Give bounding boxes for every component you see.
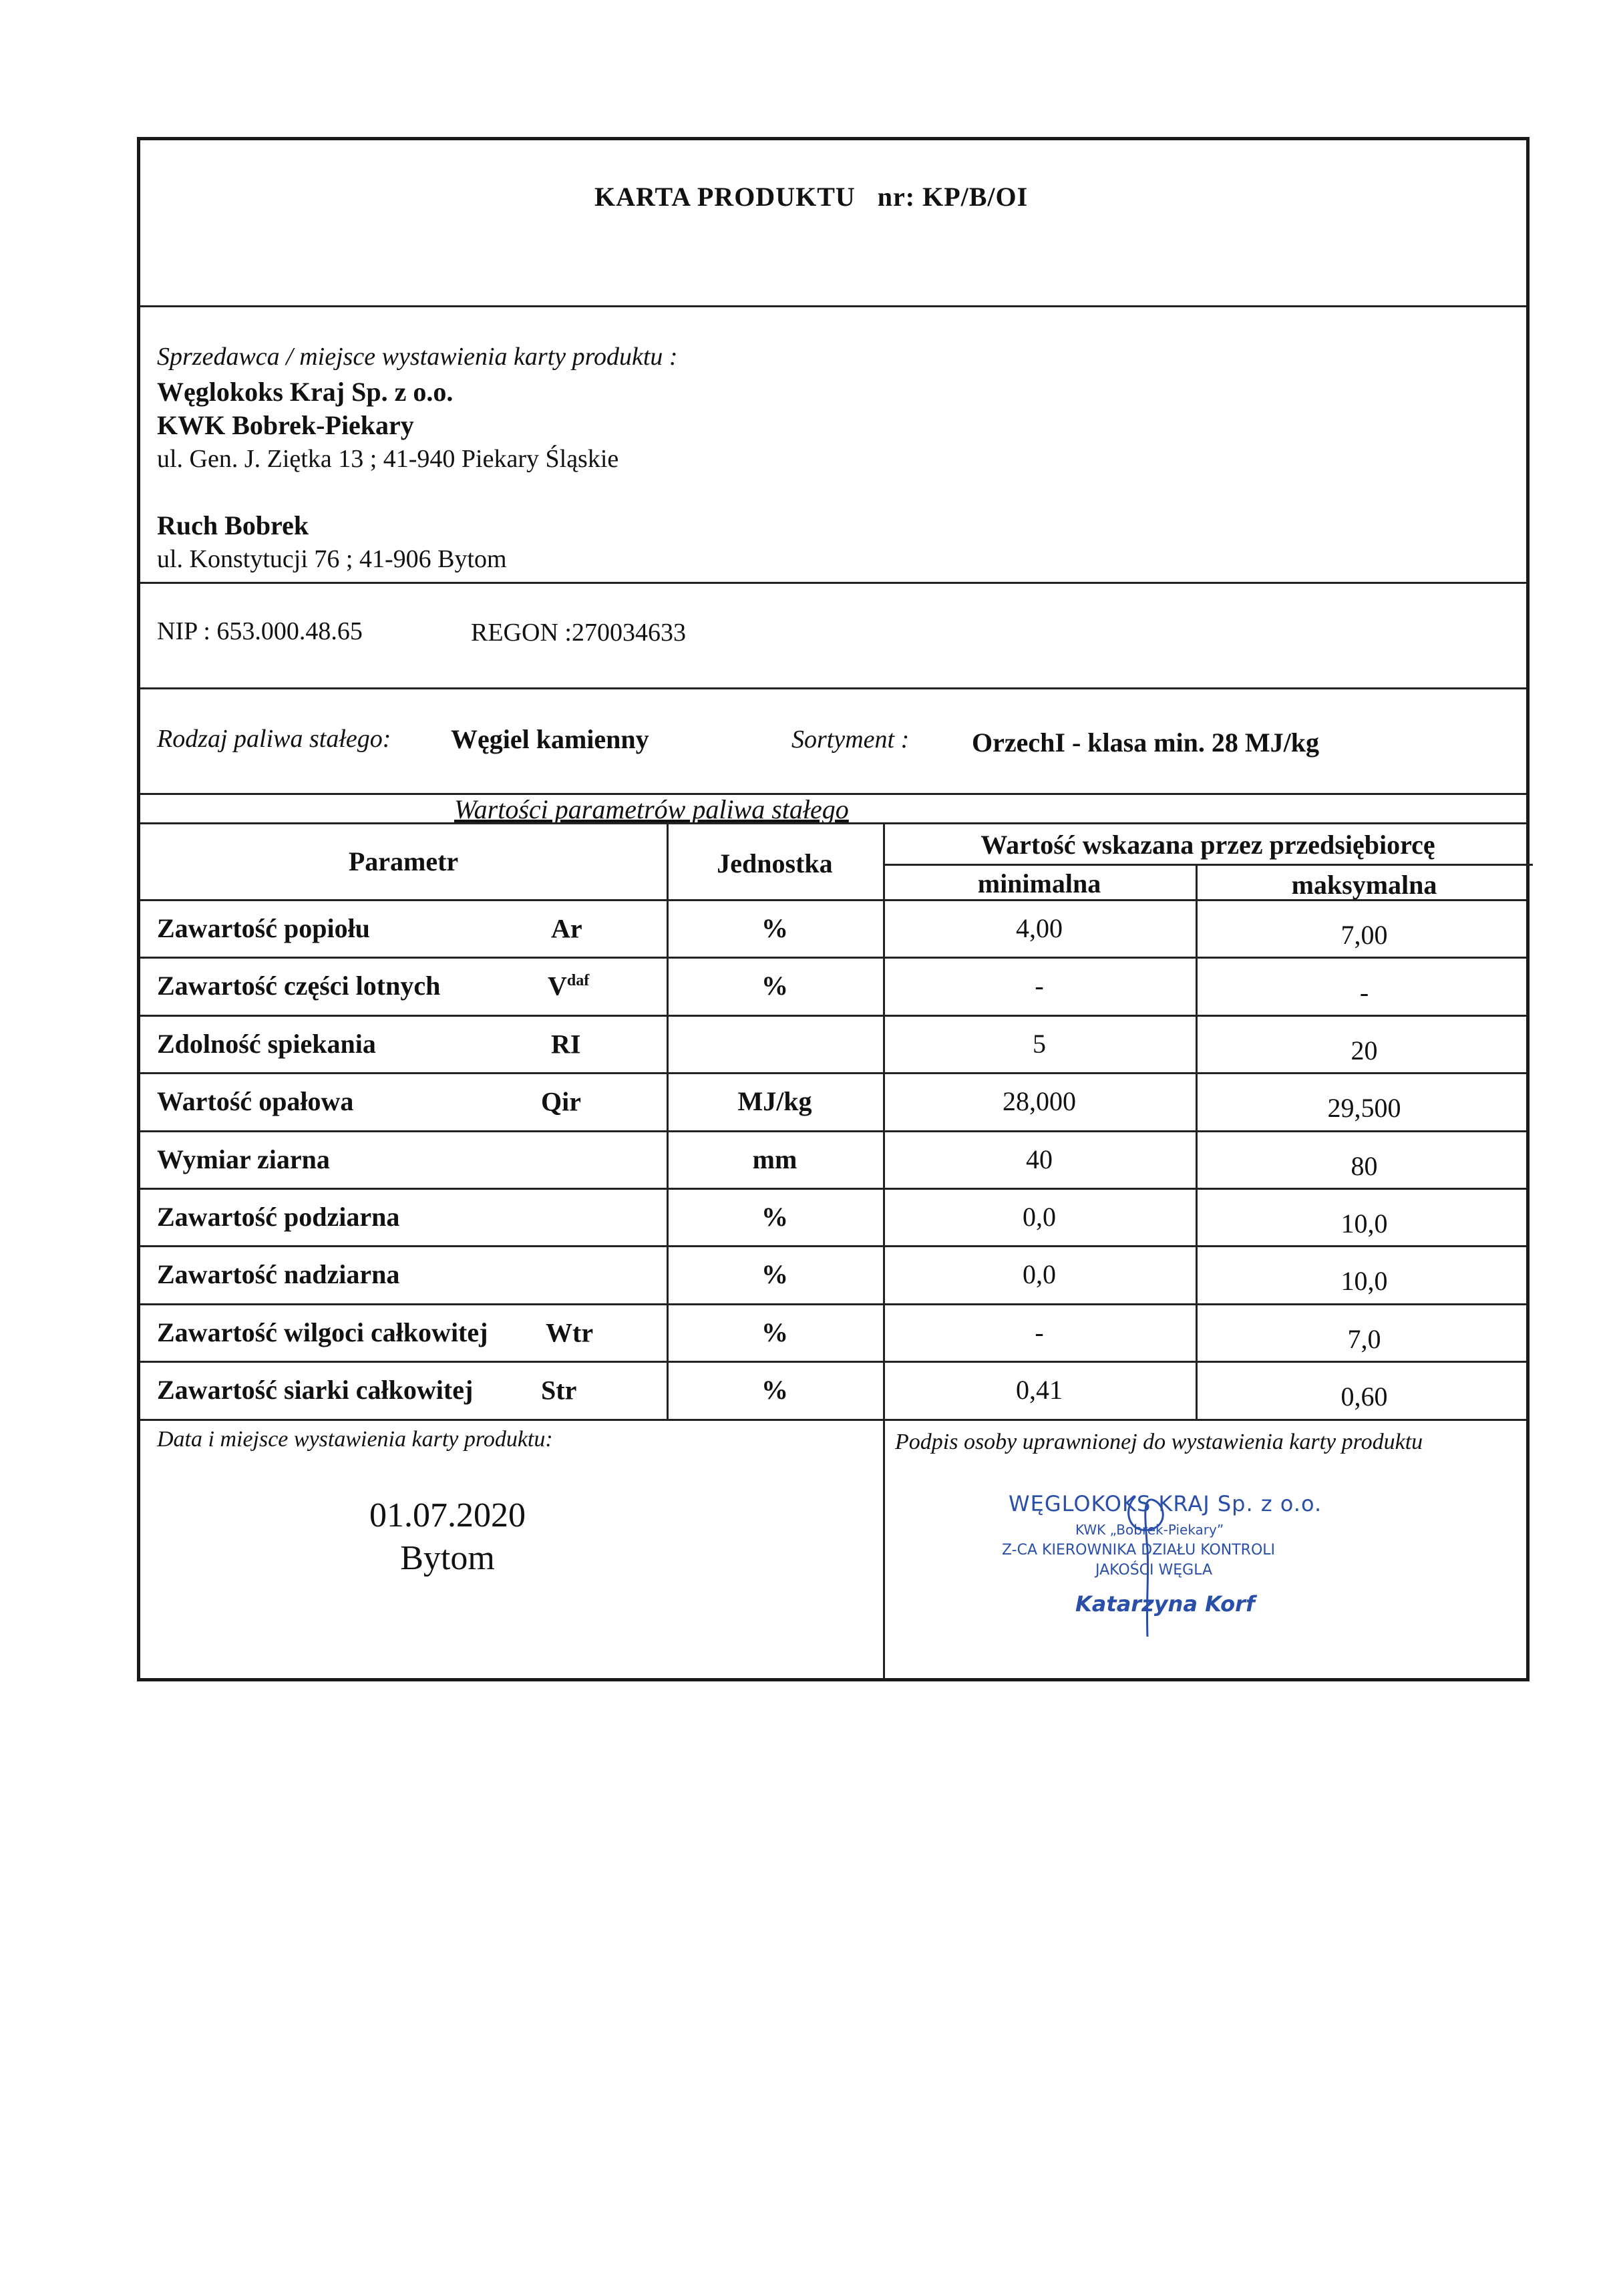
header-unit: Jednostka (717, 848, 833, 878)
param-unit: % (761, 913, 788, 943)
seller-mine: KWK Bobrek-Piekary (157, 410, 414, 440)
param-min: 4,00 (1016, 913, 1063, 943)
param-max: 0,60 (1340, 1381, 1388, 1412)
stamp-mine: KWK „Bobrek-Piekary” (1075, 1522, 1224, 1538)
param-symbol (551, 915, 582, 942)
param-max: 10,0 (1340, 1208, 1388, 1239)
param-unit: % (761, 1202, 788, 1232)
card-number: nr: KP/B/OI (877, 182, 1029, 212)
param-max: 80 (1351, 1151, 1378, 1181)
param-max: 20 (1351, 1035, 1378, 1065)
row-divider (140, 1303, 1526, 1305)
table-bottom-line (140, 1419, 1526, 1421)
param-symbol-text: Ar (551, 913, 582, 944)
title-label: KARTA PRODUKTU (594, 182, 856, 212)
param-symbol-text: Str (541, 1375, 577, 1406)
col-divider-min (883, 822, 885, 1679)
param-symbol-text: RI (551, 1029, 581, 1059)
date-caption: Data i miejsce wystawienia karty produktu: (157, 1427, 553, 1452)
param-name: Zawartość siarki całkowitej (157, 1375, 474, 1405)
param-unit: MJ/kg (737, 1086, 812, 1116)
param-max: 29,500 (1327, 1093, 1401, 1123)
table-top-line (140, 822, 1526, 824)
stamp-position: Z-CA KIEROWNIKA DZIAŁU KONTROLI (1002, 1542, 1276, 1559)
stamp-department: JAKOŚCI WĘGLA (1095, 1562, 1213, 1579)
header-declared-value: Wartość wskazana przez przedsiębiorcę (980, 830, 1435, 860)
stamp-company: WĘGLOKOKS KRAJ Sp. z o.o. (1009, 1491, 1322, 1516)
param-symbol-text: Wtr (546, 1317, 594, 1348)
param-min: 5 (1033, 1029, 1046, 1059)
param-symbol-text: V (548, 971, 567, 1001)
divider-ids (140, 687, 1526, 689)
row-divider (140, 1072, 1526, 1074)
param-max: 7,00 (1340, 920, 1388, 950)
row-divider (140, 1015, 1526, 1017)
param-min: 0,0 (1023, 1259, 1056, 1289)
param-max: 10,0 (1340, 1266, 1388, 1296)
param-symbol-sup: daf (566, 972, 590, 989)
nip-number: NIP : 653.000.48.65 (157, 617, 363, 645)
row-divider (140, 1188, 1526, 1190)
param-symbol-text: Qir (541, 1086, 581, 1117)
seller-company: Węglokoks Kraj Sp. z o.o. (157, 377, 454, 407)
row-divider (140, 957, 1526, 959)
param-unit: % (761, 1317, 788, 1347)
param-unit: % (761, 971, 788, 1001)
param-symbol (541, 1088, 581, 1115)
param-name: Zawartość wilgoci całkowitej (157, 1317, 488, 1347)
param-unit: mm (752, 1144, 797, 1174)
signature-caption: Podpis osoby uprawnionej do wystawienia karty produktu (895, 1430, 1423, 1454)
param-unit: % (761, 1375, 788, 1405)
param-name: Wymiar ziarna (157, 1144, 330, 1174)
param-max: - (1359, 977, 1369, 1007)
param-name: Zdolność spiekania (157, 1029, 376, 1059)
param-symbol (541, 1377, 576, 1404)
assortment-value: OrzechI - klasa min. 28 MJ/kg (972, 727, 1319, 758)
param-name: Zawartość popiołu (157, 913, 370, 943)
param-max: 7,0 (1347, 1324, 1381, 1354)
param-min: 40 (1026, 1144, 1053, 1174)
param-min: 0,41 (1016, 1375, 1063, 1405)
row-divider (140, 1245, 1526, 1247)
param-name: Zawartość nadziarna (157, 1259, 400, 1289)
issue-place: Bytom (400, 1539, 495, 1577)
param-min: - (1035, 1317, 1044, 1347)
param-symbol (551, 1031, 580, 1057)
assortment-caption: Sortyment : (791, 725, 910, 754)
table-caption: Wartości parametrów paliwa stałego (454, 794, 849, 824)
stamp-person-name: Katarzyna Korf (1075, 1591, 1255, 1617)
param-name: Zawartość części lotnych (157, 971, 441, 1001)
param-name: Zawartość podziarna (157, 1202, 400, 1232)
row-divider (140, 1130, 1526, 1132)
param-min: - (1035, 971, 1044, 1001)
param-min: 0,0 (1023, 1202, 1056, 1232)
row-divider (140, 1361, 1526, 1363)
seller-address-1: ul. Gen. J. Ziętka 13 ; 41-940 Piekary Śląskie (157, 445, 619, 473)
header-minimum: minimalna (977, 868, 1101, 898)
product-card-frame (137, 137, 1530, 1681)
header-subdivider (883, 864, 1533, 866)
fuel-type-caption: Rodzaj paliwa stałego: (157, 725, 391, 753)
param-name: Wartość opałowa (157, 1086, 354, 1116)
param-symbol (546, 1319, 593, 1346)
header-parameter: Parametr (348, 846, 459, 876)
divider-seller (140, 582, 1526, 584)
fuel-type-value: Węgiel kamienny (451, 724, 649, 754)
header-maximum: maksymalna (1291, 870, 1437, 900)
divider-title (140, 305, 1526, 307)
seller-caption: Sprzedawca / miejsce wystawienia karty produktu : (157, 343, 678, 371)
regon-number: REGON :270034633 (471, 619, 686, 647)
seller-branch: Ruch Bobrek (157, 510, 309, 540)
param-symbol (548, 973, 589, 999)
param-unit: % (761, 1259, 788, 1289)
card-title (594, 184, 1028, 210)
issue-date: 01.07.2020 (369, 1496, 526, 1534)
handwritten-signature (1095, 1470, 1202, 1643)
seller-address-2: ul. Konstytucji 76 ; 41-906 Bytom (157, 545, 507, 573)
param-min: 28,000 (1003, 1086, 1076, 1116)
